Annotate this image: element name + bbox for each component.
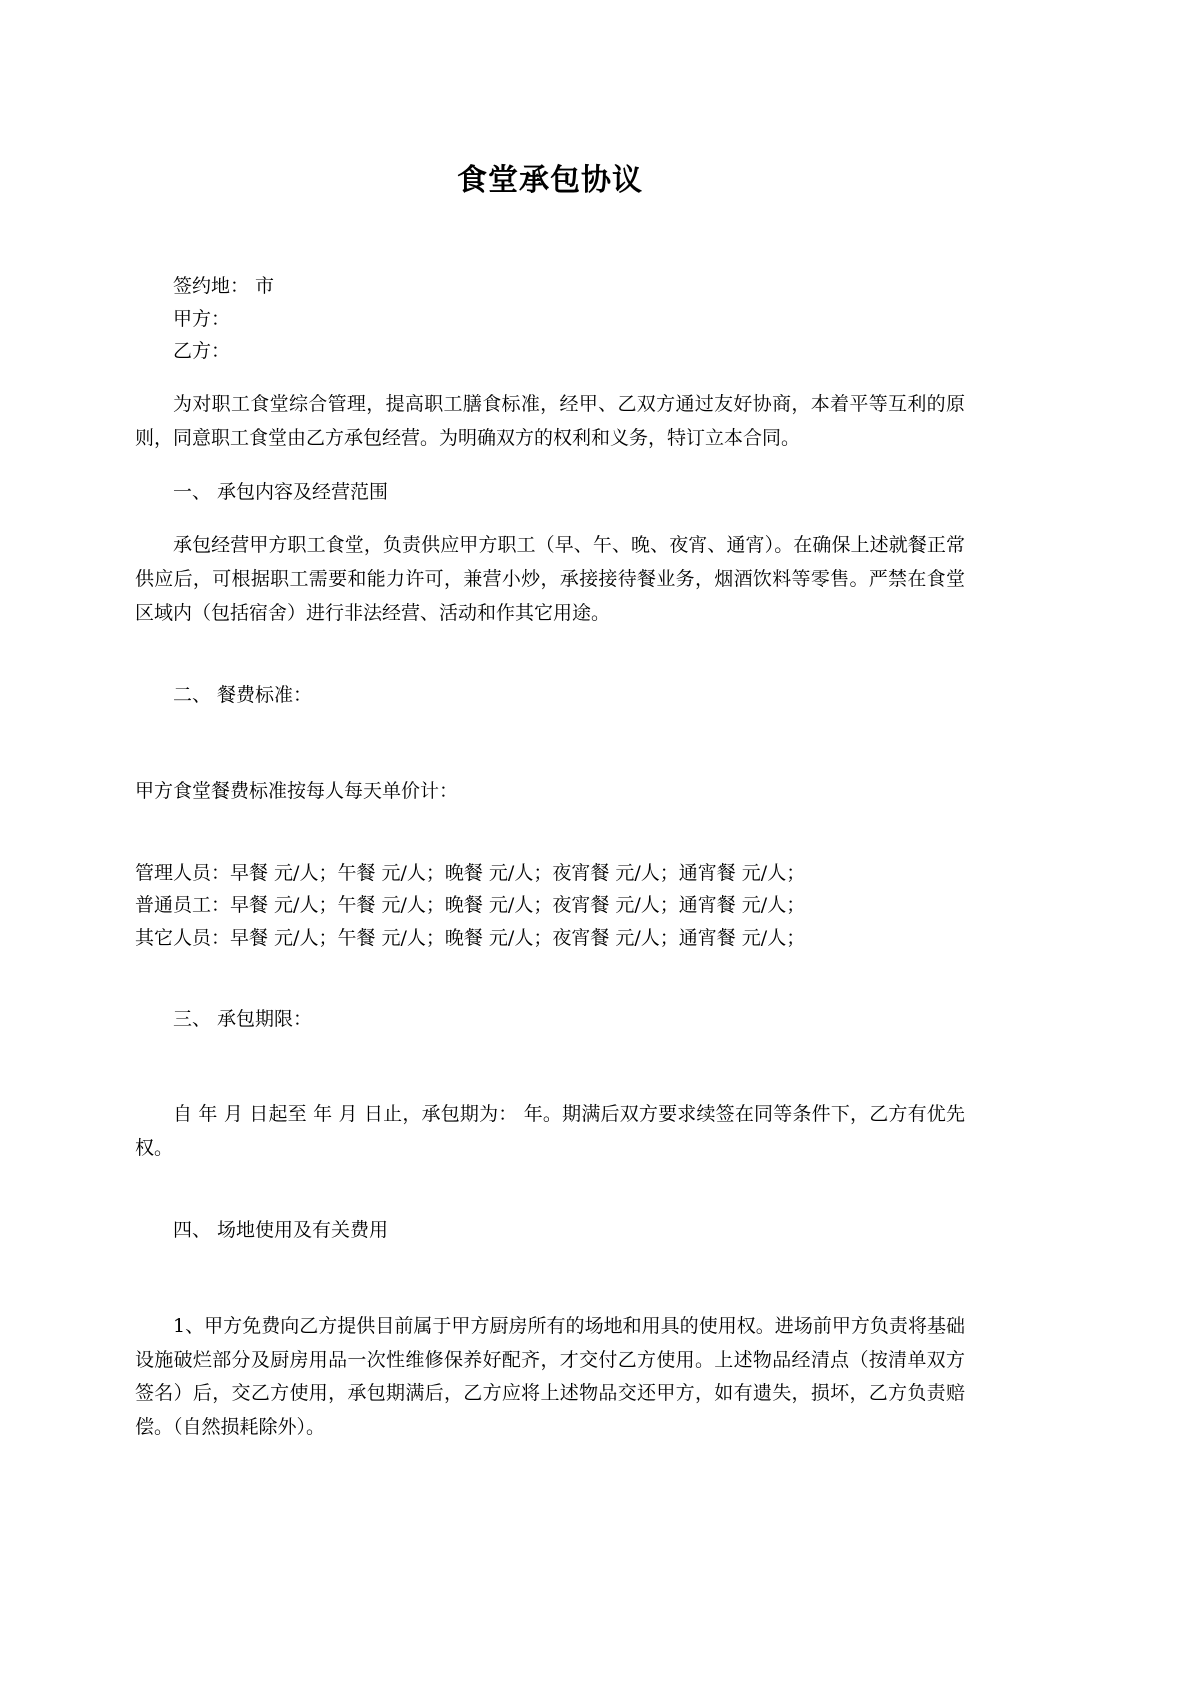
document-body <box>135 160 965 1445</box>
section-body-3: 自 年 月 日起至 年 月 日止，承包期为： 年。期满后双方要求续签在同等条件下，乙方有优先权。 <box>135 1103 965 1160</box>
spacer-preamble <box>135 368 965 388</box>
party-b-line: 乙方： <box>173 340 231 363</box>
spacer-section-1 <box>135 456 965 476</box>
party-block <box>135 270 965 368</box>
section-body-1: 承包经营甲方职工食堂，负责供应甲方职工（早、午、晚、夜宵、通宵）。在确保上述就餐正常供应后，可根据职工需要和能力许可，兼营小炒，承接接待餐业务，烟酒饮料等零售。严禁在食堂区域内（包括宿舍）进行非法经营、活动和作其它用途。 <box>135 534 965 625</box>
section-body-4: 1、甲方免费向乙方提供目前属于甲方厨房所有的场地和用具的使用权。进场前甲方负责将基础设施破烂部分及厨房用品一次性维修保养好配齐，才交付乙方使用。上述物品经清点（按清单双方签名）后，交乙方使用，承包期满后，乙方应将上述物品交还甲方，如有遗失，损坏，乙方负责赔偿。（自然损耗除外）。 <box>135 1314 965 1439</box>
page-title: 食堂承包协议 <box>457 163 643 198</box>
signing-place-line: 签约地： 市 <box>173 275 275 297</box>
fee-line-staff: 普通员工：早餐 元/人；午餐 元/人；晚餐 元/人；夜宵餐 元/人；通宵餐 元/人； <box>135 894 806 917</box>
spacer-fee-intro <box>135 713 965 775</box>
preamble-paragraph: 为对职工食堂综合管理，提高职工膳食标准，经甲、乙双方通过友好协商，本着平等互利的原则，同意职工食堂由乙方承包经营。为明确双方的权利和义务，特订立本合同。 <box>135 393 965 449</box>
fee-line-management: 管理人员：早餐 元/人；午餐 元/人；晚餐 元/人；夜宵餐 元/人；通宵餐 元/人； <box>135 861 806 884</box>
spacer-section-3 <box>135 955 965 1003</box>
spacer-section-4-body <box>135 1248 965 1310</box>
title-spacer <box>135 202 965 270</box>
section-heading-1: 一、 承包内容及经营范围 <box>173 480 389 503</box>
fee-standard-list <box>135 857 965 955</box>
spacer-section-3-body <box>135 1036 965 1098</box>
spacer-section-1-body <box>135 509 965 529</box>
fee-standard-intro: 甲方食堂餐费标准按每人每天单价计： <box>135 779 459 802</box>
section-heading-3: 三、 承包期限： <box>173 1007 313 1030</box>
section-heading-2: 二、 餐费标准： <box>173 683 313 706</box>
spacer-section-2 <box>135 631 965 679</box>
spacer-section-4 <box>135 1166 965 1214</box>
spacer-fee-list <box>135 809 965 857</box>
fee-line-others: 其它人员：早餐 元/人；午餐 元/人；晚餐 元/人；夜宵餐 元/人；通宵餐 元/人； <box>135 926 806 949</box>
party-a-line: 甲方： <box>173 307 231 330</box>
section-heading-4: 四、 场地使用及有关费用 <box>173 1218 389 1241</box>
